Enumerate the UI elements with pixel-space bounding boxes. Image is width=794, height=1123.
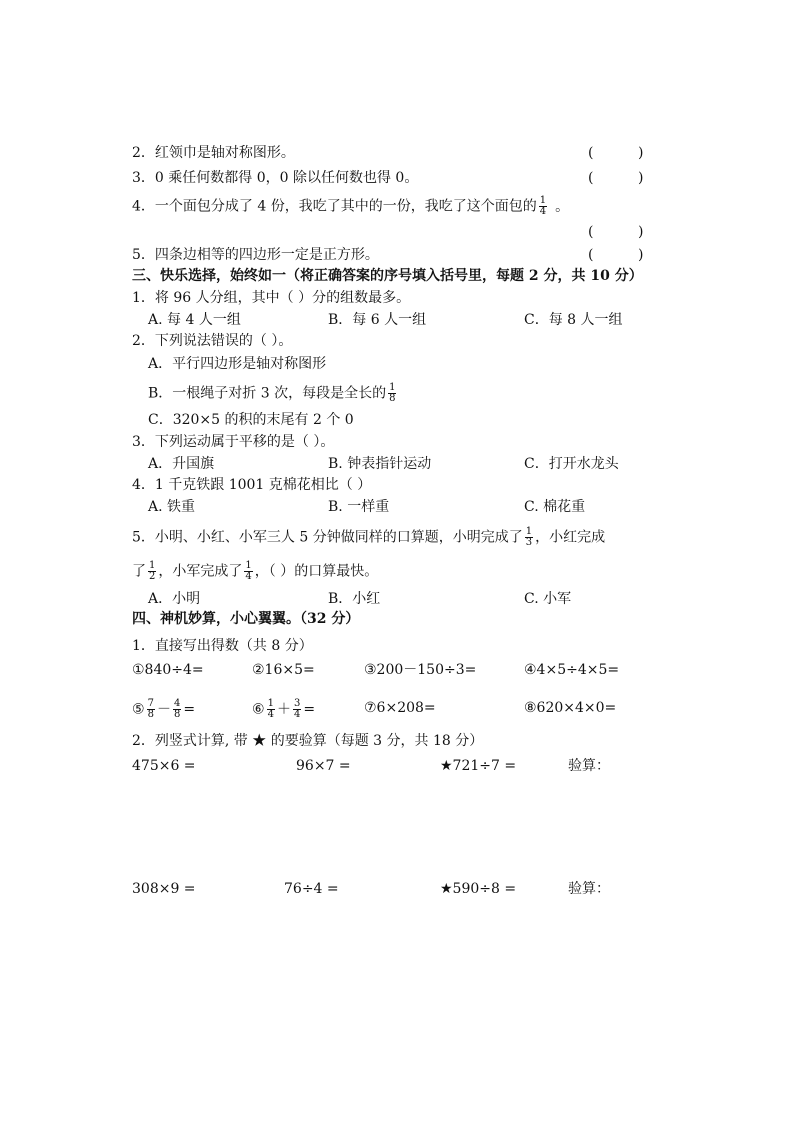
mental-calc-8: ⑧620×4×0= [524, 700, 617, 716]
choice-q4-stem: 4．1 千克铁跟 1001 克棉花相比（ ） [132, 477, 372, 493]
mental-calc-6: ⑥ $\frac{1}{4}$ ＋ $\frac{3}{4}$ = [252, 698, 316, 720]
judge-q3: 3．0 乘任何数都得 0，0 除以任何数也得 0。 [132, 170, 419, 186]
vertical-calc-4: 308×9 = [132, 881, 196, 897]
judge-q4 [132, 196, 569, 217]
mental-calc-7: ⑦6×208= [364, 700, 436, 716]
choice-q2-option-c: C．320×5 的积的末尾有 2 个 0 [148, 412, 354, 428]
choice-q5-fraction-xiaoming: $\frac{1}{3}$ [525, 526, 533, 548]
section4-sub2: 2．列竖式计算, 带 ★ 的要验算（每题 3 分，共 18 分） [132, 733, 484, 749]
choice-q5-stem-line1: 5．小明、小红、小军三人 5 分钟做同样的口算题，小明完成了 $\frac{1}{3}$ ，小红完成 [132, 526, 606, 548]
choice-q5-fraction-xiaojun: $\frac{1}{4}$ [245, 560, 252, 582]
mental-calc-2: ②16×5= [252, 662, 315, 678]
choice-q2-stem: 2．下列说法错误的（ ）。 [132, 333, 293, 349]
vertical-calc-5: 76÷4 = [284, 881, 339, 897]
judge-q4-end: 。 [555, 198, 570, 215]
choice-q1-option-a: A. 每 4 人一组 [148, 312, 241, 328]
judge-q3-answer-blank[interactable]: ( ) [588, 170, 644, 186]
mental-calc-3: ③200－150÷3= [364, 662, 477, 678]
mental-calc-5: ⑤ $\frac{7}{8}$ － $\frac{4}{8}$ = [132, 698, 196, 720]
choice-q1-stem: 1．将 96 人分组，其中（ ）分的组数最多。 [132, 290, 411, 306]
choice-q1-option-b: B．每 6 人一组 [328, 312, 427, 328]
choice-q1-option-c: C．每 8 人一组 [524, 312, 623, 328]
judge-q2: 2．红领巾是轴对称图形。 [132, 145, 295, 161]
section4-title: 四、神机妙算，小心翼翼。（32 分） [132, 611, 360, 627]
vertical-calc-6: ★590÷8 = [440, 881, 517, 897]
choice-q4-option-c: C. 棉花重 [524, 499, 586, 515]
judge-q5-answer-blank[interactable]: ( ) [588, 247, 644, 263]
choice-q5-option-b: B．小红 [328, 591, 381, 607]
judge-q4-answer-blank[interactable]: ( ) [588, 224, 644, 240]
choice-q3-option-a: A．升国旗 [148, 456, 215, 472]
judge-q4-fraction: $\frac{1}{4}$ [539, 195, 547, 217]
choice-q5-option-a: A．小明 [148, 591, 201, 607]
judge-q5: 5．四条边相等的四边形一定是正方形。 [132, 247, 379, 263]
choice-q3-stem: 3．下列运动属于平移的是（ ）。 [132, 434, 335, 450]
choice-q2-option-b: B．一根绳子对折 3 次，每段是全长的 $\frac{1}{8}$ [148, 382, 396, 404]
judge-q4-text: 4．一个面包分成了 4 份，我吃了其中的一份，我吃了这个面包的 [132, 198, 537, 215]
choice-q5-option-c: C. 小军 [524, 591, 572, 607]
choice-q3-option-c: C．打开水龙头 [524, 456, 619, 472]
choice-q4-option-a: A. 铁重 [148, 499, 196, 515]
verify-label-1: 验算： [568, 758, 610, 774]
vertical-calc-2: 96×7 = [296, 758, 351, 774]
verify-label-2: 验算： [568, 881, 610, 897]
choice-q2-option-a: A．平行四边形是轴对称图形 [148, 356, 327, 372]
vertical-calc-3: ★721÷7 = [440, 758, 517, 774]
choice-q5-stem-line2: 了 $\frac{1}{2}$ ，小军完成了 $\frac{1}{4}$ ，（ ）的口算最快。 [132, 560, 379, 582]
mental-calc-4: ④4×5÷4×5= [524, 662, 620, 678]
choice-q2-b-fraction: $\frac{1}{8}$ [389, 382, 396, 404]
judge-q2-answer-blank[interactable]: ( ) [588, 145, 644, 161]
section4-sub1: 1．直接写出得数（共 8 分） [132, 638, 313, 654]
choice-q5-fraction-xiaohong: $\frac{1}{2}$ [149, 560, 156, 582]
choice-q4-option-b: B. 一样重 [328, 499, 390, 515]
vertical-calc-1: 475×6 = [132, 758, 196, 774]
choice-q3-option-b: B. 钟表指针运动 [328, 456, 432, 472]
section3-title: 三、快乐选择，始终如一（将正确答案的序号填入括号里，每题 2 分，共 10 分） [132, 268, 643, 284]
mental-calc-1: ①840÷4= [132, 662, 204, 678]
